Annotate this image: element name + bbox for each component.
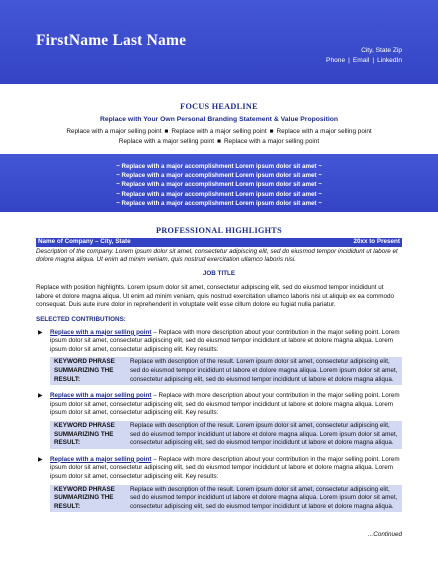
company-bar [36, 238, 402, 247]
accomplishment-item: ~ Replace with a major accomplishment Lorem ipsum dolor sit amet ~ [116, 181, 322, 189]
selling-points-row [0, 127, 438, 137]
header-banner [0, 0, 438, 84]
square-bullet-icon: ■ [164, 128, 169, 135]
email-text: Email [352, 57, 370, 64]
highlights-content [36, 238, 402, 519]
result-keyword: KEYWORD PHRASE SUMMARIZING THE RESULT: [54, 485, 115, 510]
result-keyword: KEYWORD PHRASE SUMMARIZING THE RESULT: [54, 358, 115, 383]
section-title: PROFESSIONAL HIGHLIGHTS [156, 226, 282, 235]
contribution-description: – Replace with more description about your contribution in the major selling point. Lorem ipsum dolor sit amet, consectetur adipiscing elit, sed do eiusmod tempor incididunt ut labore et dolore magna aliqua. Lorem ipsum dolor sit amet, consectetur adipiscing elit. Key results: [50, 392, 400, 417]
selling-points-row [0, 137, 438, 147]
triangle-right-icon: ▶ [38, 393, 43, 400]
branding-statement: Replace with Your Own Personal Branding Statement & Value Proposition [99, 116, 339, 123]
company-description: Description of the company. Lorem ipsum dolor sit amet, consectetur adipiscing elit, sed do eiusmod tempor incididunt ut labore et dolore magna aliqua. Ut enim ad minim veniam, quis nostrud exercitation ullamco laboris nisi. [36, 247, 398, 264]
result-description: Replace with description of the result. Lorem ipsum dolor sit amet, consectetur adipiscing elit, sed do eiusmod tempor incididunt ut labore et dolore magna aliqua. Lorem ipsum dolor sit amet, consectetur adipiscing elit, sed do eiusmod tempor incididunt ut labore et dolore magna aliqua. [130, 485, 398, 510]
accomplishment-item: ~ Replace with a major accomplishment Lorem ipsum dolor sit amet ~ [116, 199, 322, 207]
contribution-description: – Replace with more description about your contribution in the major selling point. Lorem ipsum dolor sit amet, consectetur adipiscing elit, sed do eiusmod tempor incididunt ut labore et dolore magna aliqua. Lorem ipsum dolor sit amet, consectetur adipiscing elit. Key results: [50, 328, 400, 353]
result-box [50, 357, 402, 385]
square-bullet-icon: ■ [269, 128, 274, 135]
candidate-name: FirstName Last Name [36, 32, 187, 49]
city-state-zip: City, State Zip [361, 47, 402, 54]
employment-dates: 20xx to Present [353, 238, 400, 245]
linkedin-text: LinkedIn [377, 57, 402, 64]
result-box [50, 421, 402, 449]
accomplishment-item: ~ Replace with a major accomplishment Lorem ipsum dolor sit amet ~ [116, 190, 322, 198]
selling-point: Replace with a major selling point [118, 138, 215, 145]
position-highlights: Replace with position highlights. Lorem ipsum dolor sit amet, consectetur adipiscing elit, sed do eiusmod tempor incididunt ut labore et dolore magna aliqua. Ut enim ad minim veniam, quis nostrud exercitation ullamco laboris nisi ut aliquip ex ea commodo consequat. Duis aute irure dolor in reprehenderit in voluptate velit esse cillum dolore eu fugiat nulla pariatur. [36, 284, 395, 309]
accomplishment-item: ~ Replace with a major accomplishment Lorem ipsum dolor sit amet ~ [116, 172, 322, 180]
selling-points [0, 127, 438, 147]
result-description: Replace with description of the result. Lorem ipsum dolor sit amet, consectetur adipiscing elit, sed do eiusmod tempor incididunt ut labore et dolore magna aliqua. Lorem ipsum dolor sit amet, consectetur adipiscing elit, sed do eiusmod tempor incididunt ut labore et dolore magna aliqua. [130, 422, 398, 447]
company-name: Name of Company – City, State [38, 238, 131, 245]
result-box [50, 485, 402, 513]
contribution-item [36, 392, 402, 449]
square-bullet-icon: ■ [217, 138, 221, 145]
contact-block [326, 46, 402, 66]
contact-separator: | [348, 57, 350, 64]
accomplishments-band [0, 154, 438, 212]
contribution-description: – Replace with more description about your contribution in the major selling point. Lorem ipsum dolor sit amet, consectetur adipiscing elit, sed do eiusmod tempor incididunt ut labore et dolore magna aliqua. Lorem ipsum dolor sit amet, consectetur adipiscing elit. Key results: [50, 455, 400, 480]
contribution-item [36, 329, 402, 386]
contact-separator: | [372, 57, 375, 64]
contribution-lead: Replace with a major selling point [50, 328, 152, 336]
triangle-right-icon: ▶ [38, 329, 43, 336]
job-title: JOB TITLE [202, 269, 236, 277]
selling-point: Replace with a major selling point [171, 128, 267, 135]
contributions-label: SELECTED CONTRIBUTIONS: [36, 316, 126, 324]
selling-point: Replace with a major selling point [223, 138, 320, 145]
result-keyword: KEYWORD PHRASE SUMMARIZING THE RESULT: [54, 422, 115, 447]
contact-line [326, 56, 402, 66]
selling-point: Replace with a major selling point [66, 128, 162, 135]
triangle-right-icon: ▶ [38, 456, 43, 463]
focus-headline: FOCUS HEADLINE [180, 102, 258, 111]
phone-text: Phone [326, 57, 346, 64]
accomplishment-item: ~ Replace with a major accomplishment Lorem ipsum dolor sit amet ~ [116, 163, 322, 170]
contribution-lead: Replace with a major selling point [50, 455, 152, 463]
contribution-item [36, 456, 402, 513]
selling-point: Replace with a major selling point [276, 128, 372, 135]
focus-section [0, 102, 438, 147]
contribution-lead: Replace with a major selling point [50, 392, 152, 400]
result-description: Replace with description of the result. Lorem ipsum dolor sit amet, consectetur adipiscing elit, sed do eiusmod tempor incididunt ut labore et dolore magna aliqua. Lorem ipsum dolor sit amet, consectetur adipiscing elit, sed do eiusmod tempor incididunt ut labore et dolore magna aliqua. [130, 358, 398, 383]
continued-note: ...Continued [368, 531, 402, 538]
